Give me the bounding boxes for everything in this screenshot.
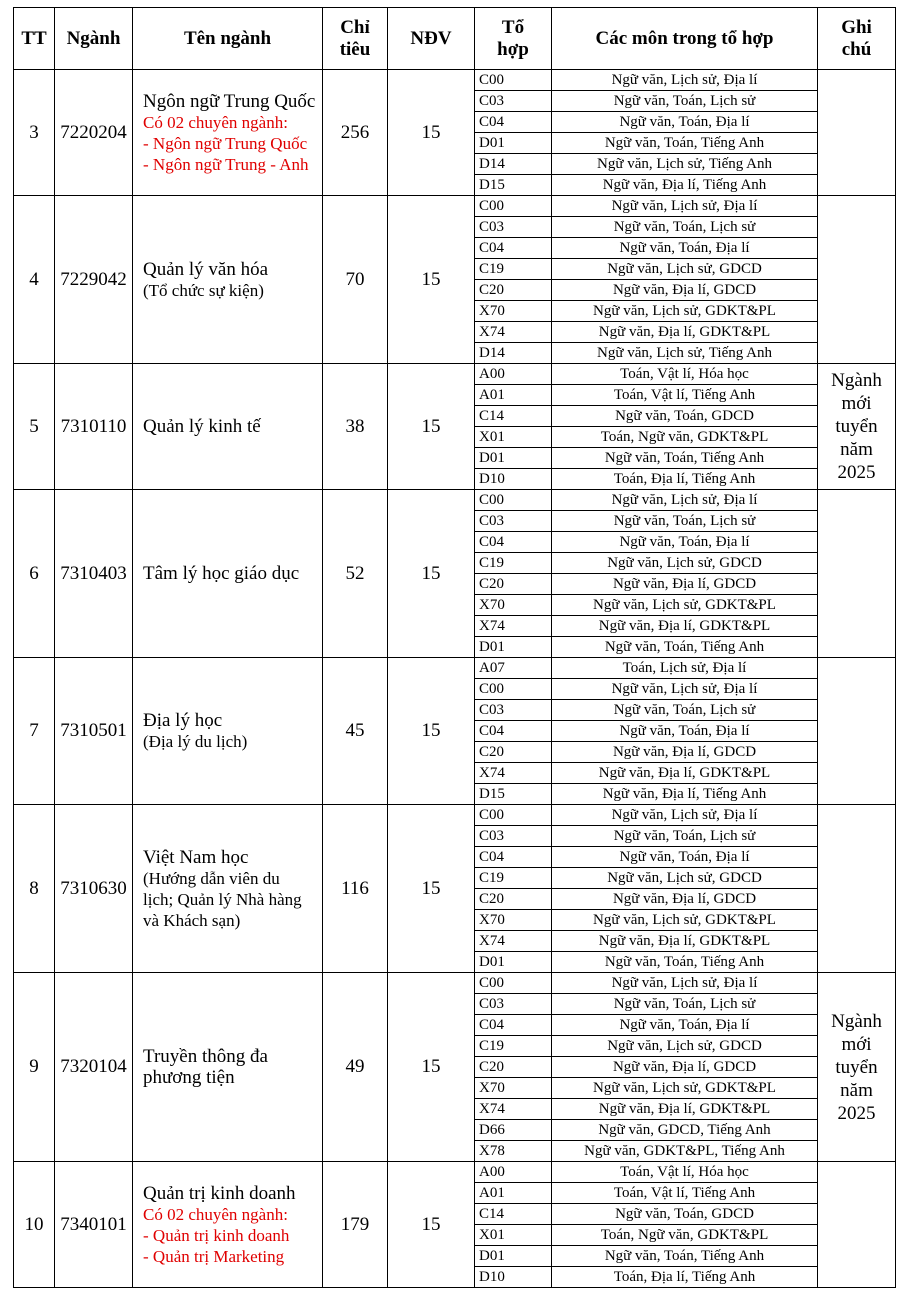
combo-subjects: Ngữ văn, Lịch sử, GDCD [552, 1036, 818, 1057]
combo-subjects: Toán, Địa lí, Tiếng Anh [552, 1267, 818, 1288]
combo-code: C14 [475, 1204, 552, 1225]
combo-code: C03 [475, 91, 552, 112]
note-line: 2025 [837, 1102, 876, 1124]
combo-subjects: Ngữ văn, Địa lí, GDKT&PL [552, 322, 818, 343]
note-cell [818, 364, 896, 490]
quota-value: 49 [323, 973, 388, 1162]
combo-subjects: Ngữ văn, Địa lí, GDKT&PL [552, 931, 818, 952]
combo-subjects: Ngữ văn, Lịch sử, Tiếng Anh [552, 154, 818, 175]
combo-code: C00 [475, 490, 552, 511]
major-name [133, 973, 323, 1162]
combo-code: A01 [475, 385, 552, 406]
combo-code: C00 [475, 805, 552, 826]
header-tt: TT [14, 8, 55, 70]
combo-subjects: Ngữ văn, Lịch sử, Địa lí [552, 679, 818, 700]
combo-code: C03 [475, 511, 552, 532]
combo-code: C19 [475, 259, 552, 280]
combo-code: C19 [475, 1036, 552, 1057]
specialization-line: - Ngôn ngữ Trung Quốc [143, 133, 308, 153]
combo-subjects: Ngữ văn, Toán, Tiếng Anh [552, 133, 818, 154]
note-line: tuyển [835, 1056, 878, 1078]
combo-code: C04 [475, 532, 552, 553]
row-number: 7 [14, 658, 55, 805]
major-name-line: và Khách sạn) [143, 910, 241, 930]
combo-code: C04 [475, 238, 552, 259]
combo-subjects: Ngữ văn, Toán, Địa lí [552, 112, 818, 133]
combo-subjects: Ngữ văn, Toán, Tiếng Anh [552, 448, 818, 469]
header-note [818, 8, 896, 70]
note-line: Ngành [831, 370, 882, 391]
combo-code: D14 [475, 154, 552, 175]
major-name [133, 1162, 323, 1288]
specialization-line: - Quản trị kinh doanh [143, 1225, 290, 1245]
combo-subjects: Ngữ văn, Lịch sử, GDKT&PL [552, 1078, 818, 1099]
ndv-value: 15 [388, 364, 475, 490]
major-code: 7310501 [55, 658, 133, 805]
combo-subjects: Ngữ văn, Lịch sử, Địa lí [552, 196, 818, 217]
row-number: 6 [14, 490, 55, 658]
combo-subjects: Toán, Lịch sử, Địa lí [552, 658, 818, 679]
major-code: 7310110 [55, 364, 133, 490]
combo-subjects: Ngữ văn, Địa lí, GDCD [552, 742, 818, 763]
ndv-value: 15 [388, 1162, 475, 1288]
combo-code: D01 [475, 1246, 552, 1267]
specialization-line: - Ngôn ngữ Trung - Anh [143, 154, 309, 174]
major-name-line: Truyền thông đa [143, 1046, 268, 1067]
header-name: Tên ngành [133, 8, 323, 70]
combo-code: X01 [475, 1225, 552, 1246]
combo-code: D01 [475, 637, 552, 658]
major-name-line: Quản trị kinh doanh [143, 1182, 296, 1204]
combo-subjects: Ngữ văn, Lịch sử, Địa lí [552, 805, 818, 826]
major-name-line: (Địa lý du lịch) [143, 732, 248, 751]
combo-subjects: Ngữ văn, Toán, GDCD [552, 406, 818, 427]
row-number: 4 [14, 196, 55, 364]
quota-value: 116 [323, 805, 388, 973]
combo-subjects: Ngữ văn, Địa lí, GDKT&PL [552, 616, 818, 637]
combo-subjects: Ngữ văn, Địa lí, GDCD [552, 280, 818, 301]
combo-subjects: Ngữ văn, Địa lí, Tiếng Anh [552, 175, 818, 196]
combo-subjects: Ngữ văn, Toán, Lịch sử [552, 91, 818, 112]
header-quota [323, 8, 388, 70]
ndv-value: 15 [388, 658, 475, 805]
combo-code: C03 [475, 826, 552, 847]
specialization-line: - Quản trị Marketing [143, 1246, 285, 1266]
quota-value: 256 [323, 70, 388, 196]
major-name-line: Quản lý văn hóa [143, 258, 269, 280]
header-code: Ngành [55, 8, 133, 70]
combo-code: C04 [475, 1015, 552, 1036]
table-row [14, 805, 896, 826]
table-row [14, 490, 896, 511]
combo-code: D01 [475, 952, 552, 973]
note-cell [818, 658, 896, 805]
header-note-line: chú [841, 38, 872, 60]
major-name-line: Ngôn ngữ Trung Quốc [143, 90, 316, 112]
major-name [133, 805, 323, 973]
combo-code: C19 [475, 868, 552, 889]
combo-code: C00 [475, 679, 552, 700]
combo-subjects: Toán, Vật lí, Hóa học [552, 364, 818, 385]
combo-subjects: Ngữ văn, Toán, Tiếng Anh [552, 637, 818, 658]
ndv-value: 15 [388, 973, 475, 1162]
major-name-line: Việt Nam học [143, 846, 249, 868]
specialization-line: Có 02 chuyên ngành: [143, 1204, 288, 1224]
combo-code: D10 [475, 1267, 552, 1288]
header-ndv: NĐV [388, 8, 475, 70]
header-quota-line: Chỉ [340, 16, 370, 38]
major-name-line: (Hướng dẫn viên du [143, 868, 280, 888]
note-cell [818, 973, 896, 1162]
combo-subjects: Toán, Địa lí, Tiếng Anh [552, 469, 818, 490]
note-line: Ngành [831, 1010, 882, 1032]
combo-code: A00 [475, 364, 552, 385]
combo-code: C20 [475, 1057, 552, 1078]
combo-code: X70 [475, 301, 552, 322]
combo-subjects: Ngữ văn, Toán, GDCD [552, 1204, 818, 1225]
combo-code: D66 [475, 1120, 552, 1141]
combo-code: C03 [475, 217, 552, 238]
specialization-line: Có 02 chuyên ngành: [143, 112, 288, 132]
combo-subjects: Toán, Ngữ văn, GDKT&PL [552, 427, 818, 448]
combo-code: A07 [475, 658, 552, 679]
combo-subjects: Ngữ văn, Toán, Địa lí [552, 847, 818, 868]
note-line: năm [840, 1079, 873, 1101]
combo-code: C20 [475, 889, 552, 910]
combo-subjects: Ngữ văn, Toán, Lịch sử [552, 700, 818, 721]
combo-subjects: Ngữ văn, Toán, Tiếng Anh [552, 1246, 818, 1267]
combo-subjects: Toán, Vật lí, Tiếng Anh [552, 385, 818, 406]
combo-subjects: Ngữ văn, Toán, Tiếng Anh [552, 952, 818, 973]
major-name [133, 70, 323, 196]
combo-subjects: Ngữ văn, Lịch sử, GDCD [552, 259, 818, 280]
combo-subjects: Toán, Ngữ văn, GDKT&PL [552, 1225, 818, 1246]
combo-code: X74 [475, 763, 552, 784]
quota-value: 52 [323, 490, 388, 658]
row-number: 3 [14, 70, 55, 196]
ndv-value: 15 [388, 196, 475, 364]
combo-code: C19 [475, 553, 552, 574]
combo-subjects: Ngữ văn, Địa lí, GDCD [552, 574, 818, 595]
combo-subjects: Ngữ văn, Toán, Lịch sử [552, 826, 818, 847]
ndv-value: 15 [388, 70, 475, 196]
row-number: 8 [14, 805, 55, 973]
combo-code: X70 [475, 910, 552, 931]
combo-subjects: Toán, Vật lí, Hóa học [552, 1162, 818, 1183]
table-body [14, 70, 896, 1288]
major-name-line: (Tổ chức sự kiện) [143, 280, 264, 300]
row-number: 5 [14, 364, 55, 490]
combo-subjects: Ngữ văn, Toán, Địa lí [552, 721, 818, 742]
note-cell [818, 490, 896, 658]
combo-subjects: Ngữ văn, Lịch sử, Tiếng Anh [552, 343, 818, 364]
note-line: 2025 [837, 462, 876, 483]
combo-code: X70 [475, 595, 552, 616]
major-name-line: lịch; Quản lý Nhà hàng [143, 889, 302, 909]
combo-code: X01 [475, 427, 552, 448]
combo-subjects: Ngữ văn, Địa lí, GDKT&PL [552, 763, 818, 784]
row-number: 10 [14, 1162, 55, 1288]
table-row [14, 70, 896, 91]
combo-code: X70 [475, 1078, 552, 1099]
quota-value: 38 [323, 364, 388, 490]
major-code: 7340101 [55, 1162, 133, 1288]
combo-subjects: Ngữ văn, Địa lí, GDCD [552, 889, 818, 910]
combo-subjects: Ngữ văn, Toán, Địa lí [552, 532, 818, 553]
header-combo [475, 8, 552, 70]
combo-subjects: Toán, Vật lí, Tiếng Anh [552, 1183, 818, 1204]
major-name [133, 490, 323, 658]
combo-subjects: Ngữ văn, Địa lí, GDCD [552, 1057, 818, 1078]
quota-value: 45 [323, 658, 388, 805]
header-row [14, 8, 896, 70]
combo-code: X74 [475, 1099, 552, 1120]
combo-code: C04 [475, 721, 552, 742]
ndv-value: 15 [388, 805, 475, 973]
combo-code: C03 [475, 700, 552, 721]
major-name-line: Quản lý kinh tế [143, 416, 261, 437]
combo-code: A01 [475, 1183, 552, 1204]
combo-code: C20 [475, 280, 552, 301]
note-cell [818, 70, 896, 196]
combo-code: D10 [475, 469, 552, 490]
major-name [133, 196, 323, 364]
note-line: năm [840, 439, 873, 460]
note-cell [818, 1162, 896, 1288]
note-line: mới [841, 393, 872, 414]
major-code: 7229042 [55, 196, 133, 364]
header-quota-line: tiêu [339, 38, 371, 60]
combo-code: C04 [475, 112, 552, 133]
combo-code: C00 [475, 973, 552, 994]
combo-subjects: Ngữ văn, Toán, Lịch sử [552, 217, 818, 238]
note-line: mới [841, 1033, 872, 1055]
combo-subjects: Ngữ văn, GDCD, Tiếng Anh [552, 1120, 818, 1141]
major-name-line: phương tiện [143, 1067, 235, 1088]
header-combo-line: hợp [497, 38, 529, 60]
combo-subjects: Ngữ văn, Lịch sử, GDKT&PL [552, 910, 818, 931]
header-note-line: Ghi [841, 16, 872, 38]
combo-subjects: Ngữ văn, Toán, Địa lí [552, 1015, 818, 1036]
combo-subjects: Ngữ văn, Toán, Lịch sử [552, 511, 818, 532]
table-row [14, 658, 896, 679]
combo-code: A00 [475, 1162, 552, 1183]
major-name-line: Tâm lý học giáo dục [143, 563, 300, 584]
combo-subjects: Ngữ văn, Lịch sử, GDKT&PL [552, 301, 818, 322]
combo-subjects: Ngữ văn, Lịch sử, GDKT&PL [552, 595, 818, 616]
combo-code: C03 [475, 994, 552, 1015]
combo-subjects: Ngữ văn, Địa lí, Tiếng Anh [552, 784, 818, 805]
quota-value: 179 [323, 1162, 388, 1288]
admissions-table [13, 7, 896, 1288]
combo-subjects: Ngữ văn, Địa lí, GDKT&PL [552, 1099, 818, 1120]
table-row [14, 973, 896, 994]
combo-subjects: Ngữ văn, Lịch sử, Địa lí [552, 70, 818, 91]
combo-code: C04 [475, 847, 552, 868]
combo-code: C00 [475, 196, 552, 217]
combo-subjects: Ngữ văn, GDKT&PL, Tiếng Anh [552, 1141, 818, 1162]
header-combo-line: Tổ [501, 16, 525, 38]
combo-code: C00 [475, 70, 552, 91]
combo-code: C14 [475, 406, 552, 427]
combo-subjects: Ngữ văn, Lịch sử, Địa lí [552, 973, 818, 994]
major-code: 7310630 [55, 805, 133, 973]
table-row [14, 1162, 896, 1183]
note-line: tuyển [835, 416, 878, 437]
combo-subjects: Ngữ văn, Toán, Lịch sử [552, 994, 818, 1015]
combo-code: X74 [475, 616, 552, 637]
combo-code: D15 [475, 175, 552, 196]
combo-code: C20 [475, 574, 552, 595]
combo-code: X78 [475, 1141, 552, 1162]
combo-subjects: Ngữ văn, Lịch sử, Địa lí [552, 490, 818, 511]
combo-subjects: Ngữ văn, Toán, Địa lí [552, 238, 818, 259]
major-code: 7310403 [55, 490, 133, 658]
note-cell [818, 805, 896, 973]
combo-subjects: Ngữ văn, Lịch sử, GDCD [552, 868, 818, 889]
combo-code: D01 [475, 448, 552, 469]
table-row [14, 364, 896, 385]
major-name-line: Địa lý học [143, 710, 223, 731]
combo-code: C20 [475, 742, 552, 763]
combo-code: X74 [475, 322, 552, 343]
row-number: 9 [14, 973, 55, 1162]
combo-code: D15 [475, 784, 552, 805]
major-code: 7320104 [55, 973, 133, 1162]
combo-subjects: Ngữ văn, Lịch sử, GDCD [552, 553, 818, 574]
combo-code: D14 [475, 343, 552, 364]
note-cell [818, 196, 896, 364]
header-subjects: Các môn trong tổ hợp [552, 8, 818, 70]
major-code: 7220204 [55, 70, 133, 196]
quota-value: 70 [323, 196, 388, 364]
ndv-value: 15 [388, 490, 475, 658]
major-name [133, 658, 323, 805]
major-name [133, 364, 323, 490]
combo-code: D01 [475, 133, 552, 154]
combo-code: X74 [475, 931, 552, 952]
table-row [14, 196, 896, 217]
